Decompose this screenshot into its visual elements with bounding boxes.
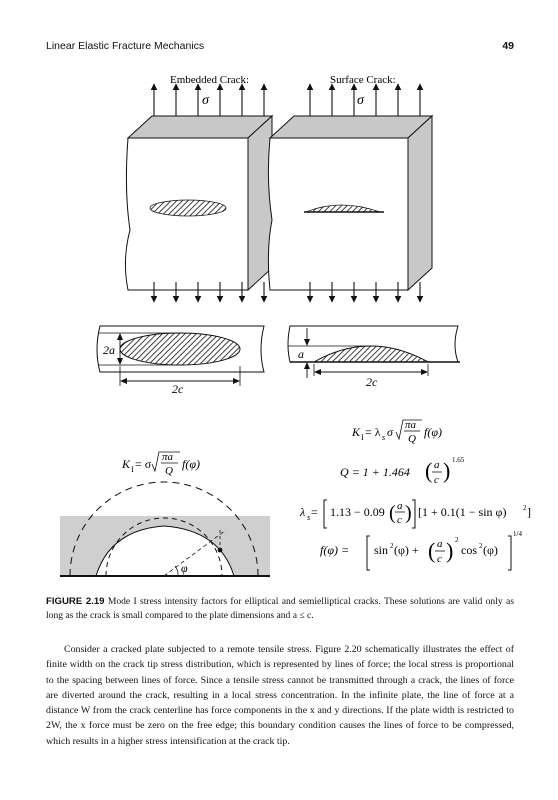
- equation-ki-surface: [351, 419, 442, 445]
- svg-text:a: a: [434, 459, 440, 471]
- semi-elliptical-geometry-sketch: [60, 482, 270, 576]
- embedded-crack-block: [125, 116, 272, 290]
- svg-text:cos: cos: [461, 543, 477, 557]
- surface-crack-section: [288, 326, 460, 378]
- svg-text:c: c: [397, 514, 402, 526]
- svg-text:sin: sin: [374, 543, 389, 557]
- svg-text:K: K: [122, 457, 131, 471]
- equation-f-phi: [320, 530, 522, 570]
- equation-ki-embedded: [121, 451, 200, 477]
- svg-text:λ: λ: [300, 505, 306, 519]
- svg-text:Q: Q: [165, 465, 173, 477]
- svg-text:K: K: [352, 425, 361, 439]
- sigma-label-left: σ: [202, 93, 209, 108]
- figure-caption: [46, 595, 514, 623]
- svg-text:(φ): (φ): [483, 543, 498, 557]
- svg-text:(φ) +: (φ) +: [394, 543, 419, 557]
- figure-drawing: [0, 60, 558, 590]
- svg-text:πa: πa: [405, 419, 417, 431]
- svg-text:a: a: [437, 538, 443, 550]
- svg-text:a: a: [397, 500, 403, 512]
- dim-2a: 2a: [103, 343, 115, 357]
- dim-a: a: [298, 347, 304, 361]
- embedded-crack-label: Embedded Crack:: [170, 74, 250, 86]
- svg-text:2: 2: [390, 542, 394, 550]
- svg-text:f(φ): f(φ): [182, 457, 200, 471]
- svg-text:[1 + 0.1(1 − sin φ): [1 + 0.1(1 − sin φ): [418, 505, 507, 519]
- svg-text:Q: Q: [408, 433, 416, 445]
- svg-text:c: c: [434, 474, 439, 486]
- svg-text:(: (: [389, 502, 396, 524]
- figure-caption-label: FIGURE 2.19: [46, 596, 105, 607]
- dim-2c-left: 2c: [172, 382, 184, 396]
- page-number: 49: [502, 40, 514, 52]
- svg-text:= σ: = σ: [135, 457, 152, 471]
- equation-q: [340, 456, 465, 486]
- svg-text:1/4: 1/4: [513, 530, 522, 538]
- svg-text:]: ]: [527, 505, 531, 519]
- svg-text:c: c: [437, 553, 442, 565]
- svg-text:I: I: [131, 465, 134, 474]
- figure-2-19: [0, 60, 558, 590]
- svg-text:f(φ): f(φ): [424, 425, 442, 439]
- svg-text:I: I: [361, 433, 364, 442]
- angle-phi-label: φ: [181, 561, 188, 575]
- svg-text:2: 2: [455, 536, 459, 544]
- running-header-title: Linear Elastic Fracture Mechanics: [46, 40, 205, 52]
- svg-text:s: s: [307, 513, 311, 522]
- svg-text:): ): [405, 502, 412, 524]
- equation-lambda-s: [299, 500, 531, 528]
- svg-text:πa: πa: [162, 451, 174, 463]
- svg-text:s: s: [382, 433, 386, 442]
- svg-text:= λ: = λ: [365, 425, 381, 439]
- body-paragraph: Consider a cracked plate subjected to a remote tensile stress. Figure 2.20 schematically illustrates the effect of finite width on the crack tip stress distribution, which is represented by lines of force; the local stress is proportional to the spacing between lines of force. Since a tensile stress cannot be transmitted through a crack, the lines of force are diverted around the crack, resulting in a local stress concentration. In the infinite plate, the line of force at a distance W from the crack centerline has force components in the x and y directions. If the plate width is restricted to 2W, the x force must be zero on the free edge; this boundary condition causes the lines of force to be compressed, which results in a higher stress intensification at the crack tip.: [46, 644, 514, 747]
- svg-text:1.65: 1.65: [452, 456, 465, 464]
- surface-crack-block: [268, 116, 432, 290]
- svg-text:f(φ) =: f(φ) =: [320, 543, 350, 557]
- svg-text:(: (: [425, 458, 433, 483]
- svg-text:): ): [443, 458, 451, 483]
- svg-text:1.13 − 0.09: 1.13 − 0.09: [330, 505, 385, 519]
- svg-text:): ): [446, 538, 454, 563]
- figure-caption-text: Mode I stress intensity factors for elliptical and semielliptical cracks. These solutions are valid only as long as the crack is small compared to the plate dimensions and a ≤ c.: [46, 596, 514, 621]
- body-text: [46, 642, 514, 749]
- svg-text:(: (: [428, 538, 436, 563]
- surface-crack-label: Surface Crack:: [330, 74, 396, 86]
- embedded-crack-section: [97, 326, 264, 386]
- svg-text:=: =: [311, 505, 318, 519]
- dim-2c-right: 2c: [366, 375, 378, 389]
- svg-text:2: 2: [523, 504, 527, 512]
- svg-text:Q = 1 + 1.464: Q = 1 + 1.464: [340, 465, 410, 479]
- sigma-label-right: σ: [357, 93, 364, 108]
- svg-text:σ: σ: [387, 425, 393, 439]
- svg-text:2: 2: [479, 542, 483, 550]
